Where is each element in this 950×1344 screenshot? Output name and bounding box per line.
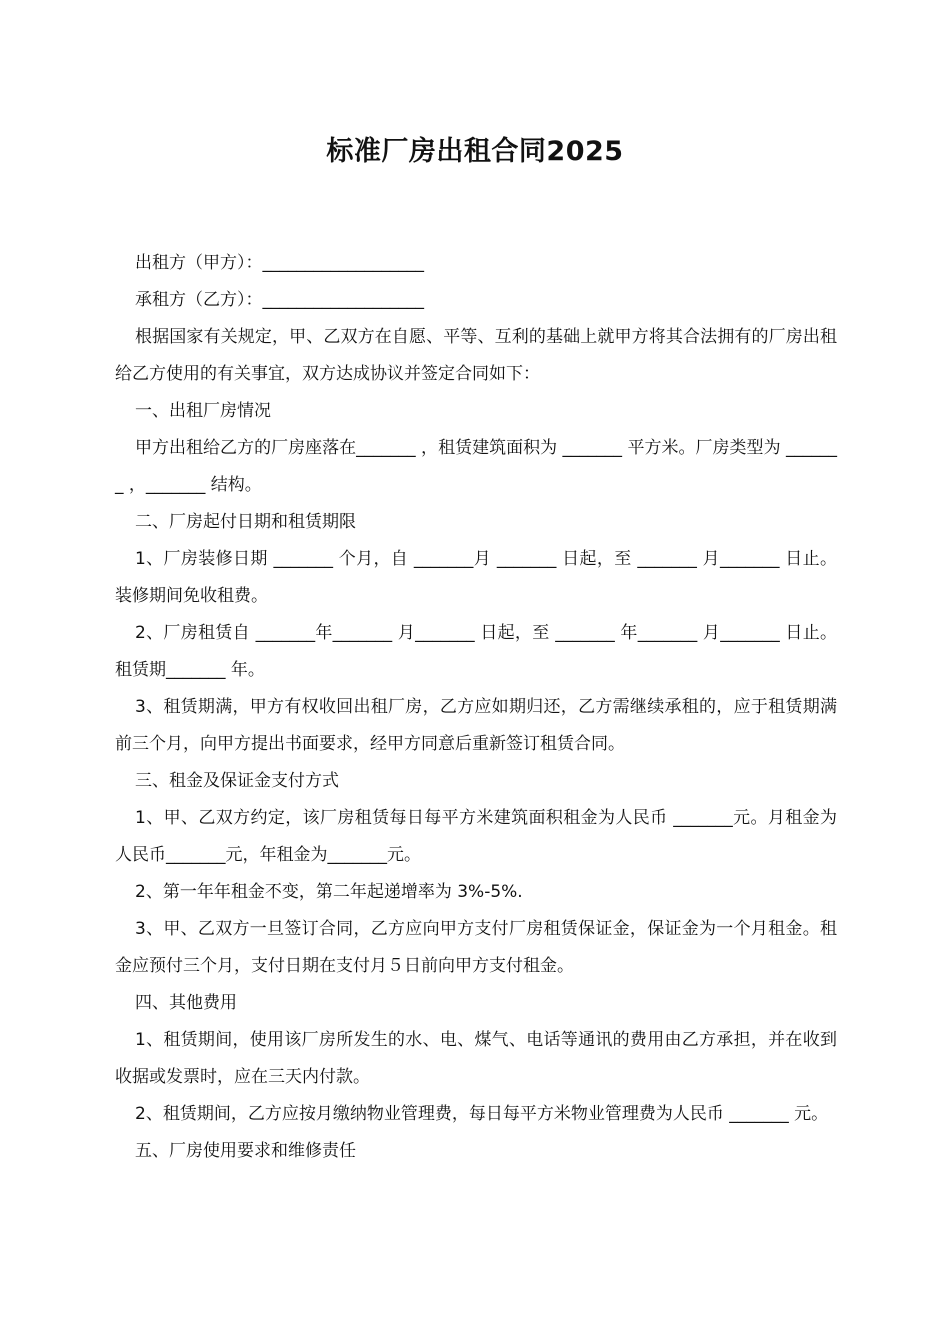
- clause-paragraph: 3、甲、乙双方一旦签订合同，乙方应向甲方支付厂房租赁保证金，保证金为一个月租金。租金应预付三个月，支付日期在支付月５日前向甲方支付租金。: [115, 919, 837, 976]
- clause-paragraph: 1、厂房装修日期 _______ 个月，自 _______月 _______ 日起，至 _______ 月_______ 日止。装修期间免收租费。: [115, 549, 837, 606]
- clause-paragraph: 1、甲、乙双方约定，该厂房租赁每日每平方米建筑面积租金为人民币 _______元。月租金为人民币_______元，年租金为_______元。: [115, 808, 837, 865]
- section-heading-4: 四、其他费用: [135, 993, 237, 1013]
- section-heading-1: 一、出租厂房情况: [135, 401, 271, 421]
- clause-paragraph: 2、租赁期间，乙方应按月缴纳物业管理费，每日每平方米物业管理费为人民币 _______ 元。: [135, 1104, 829, 1124]
- section-heading-5: 五、厂房使用要求和维修责任: [135, 1141, 356, 1161]
- section-heading-3: 三、租金及保证金支付方式: [135, 771, 339, 791]
- clause-paragraph: 2、厂房租赁自 _______年_______ 月_______ 日起，至 _______ 年_______ 月_______ 日止。租赁期_______ 年。: [115, 623, 837, 680]
- clause-paragraph: 1、租赁期间，使用该厂房所发生的水、电、煤气、电话等通讯的费用由乙方承担，并在收到收据或发票时，应在三天内付款。: [115, 1030, 837, 1087]
- lessee-line: 承租方（乙方）：___________________: [135, 290, 424, 310]
- section-heading-2: 二、厂房起付日期和租赁期限: [135, 512, 356, 532]
- document-title: 标准厂房出租合同2025: [326, 136, 624, 167]
- clause-paragraph: 3、租赁期满，甲方有权收回出租厂房，乙方应如期归还，乙方需继续承租的，应于租赁期满前三个月，向甲方提出书面要求，经甲方同意后重新签订租赁合同。: [115, 697, 837, 754]
- document-body: [115, 245, 837, 1170]
- lessor-line: 出租方（甲方）：___________________: [135, 253, 424, 273]
- preamble-paragraph: 根据国家有关规定，甲、乙双方在自愿、平等、互利的基础上就甲方将其合法拥有的厂房出租给乙方使用的有关事宜，双方达成协议并签定合同如下：: [115, 327, 837, 384]
- clause-paragraph: 甲方出租给乙方的厂房座落在_______ ，租赁建筑面积为 _______ 平方米。厂房类型为 _______ ，_______ 结构。: [115, 438, 837, 495]
- clause-paragraph: 2、第一年年租金不变，第二年起递增率为 3%-5%.: [135, 882, 523, 902]
